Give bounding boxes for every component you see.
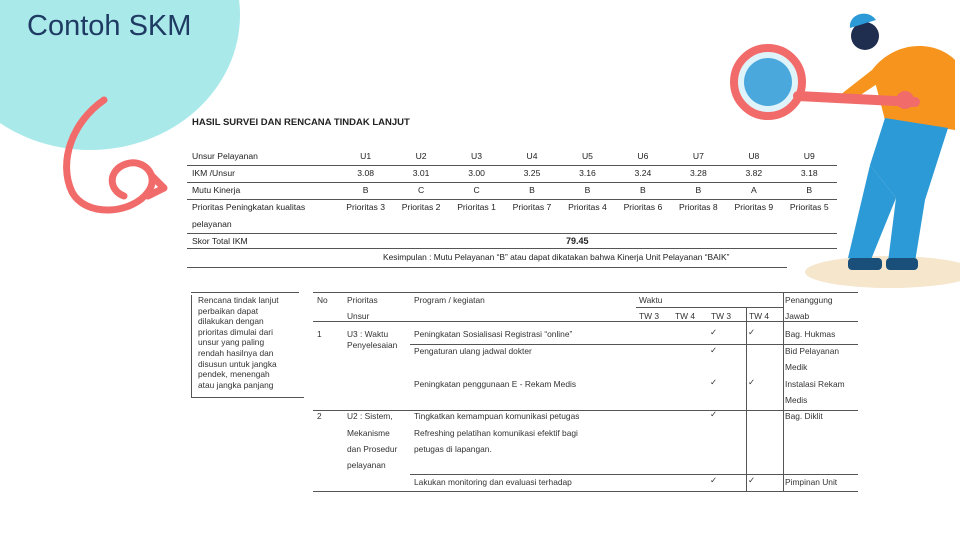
row1-pj-b2: Medik xyxy=(785,362,808,372)
row1-pj-a: Bag. Hukmas xyxy=(785,329,836,339)
person-with-magnifier-illustration xyxy=(720,0,960,290)
row1-program-b: Pengaturan ulang jadwal dokter xyxy=(414,346,532,356)
row1-program-c: Peningkatan penggunaan E - Rekam Medis xyxy=(414,379,577,389)
row1-program-a: Peningkatan Sosialisasi Registrasi “online” xyxy=(414,329,573,339)
survey-cell: Prioritas 6 xyxy=(623,202,663,212)
survey-row-label: Unsur Pelayanan xyxy=(192,151,258,161)
row2-unsur-2: Mekanisme xyxy=(347,428,390,438)
action-table-grid xyxy=(313,292,858,497)
check-icon: ✓ xyxy=(748,327,756,337)
survey-cell: U7 xyxy=(692,151,704,161)
conclusion-text: Kesimpulan : Mutu Pelayanan “B” atau dapat dikatakan bahwa Kinerja Unit Pelayanan “BAIK” xyxy=(383,252,730,262)
row1-unsur-1: U3 : Waktu xyxy=(347,329,389,339)
survey-cell: A xyxy=(750,185,757,195)
survey-cell: 3.01 xyxy=(412,168,430,178)
check-icon: ✓ xyxy=(710,377,718,387)
swirl-arrow-icon xyxy=(52,92,172,222)
header-jawab: Jawab xyxy=(785,311,810,321)
survey-cell: 3.16 xyxy=(579,168,596,178)
survey-row-label: IKM /Unsur xyxy=(192,168,235,178)
survey-row-label: Mutu Kinerja xyxy=(192,185,241,195)
row1-pj-c1: Instalasi Rekam xyxy=(785,379,845,389)
header-tw-3: TW 3 xyxy=(711,311,732,321)
survey-cell: U5 xyxy=(581,151,593,161)
row2-pj-b: Pimpinan Unit xyxy=(785,477,838,487)
table-rule xyxy=(187,199,837,200)
survey-cell: B xyxy=(806,185,813,195)
check-icon: ✓ xyxy=(710,475,718,485)
header-unsur: Unsur xyxy=(347,311,370,321)
row2-unsur-4: pelayanan xyxy=(347,460,386,470)
check-icon: ✓ xyxy=(748,475,756,485)
survey-cell: U2 xyxy=(415,151,427,161)
survey-cell: 3.18 xyxy=(800,168,818,178)
row2-pj-a: Bag. Diklit xyxy=(785,411,823,421)
header-tw-1: TW 3 xyxy=(639,311,660,321)
header-waktu: Waktu xyxy=(639,295,663,305)
survey-cell: B xyxy=(584,185,591,195)
rencana-note-line: dilakukan dengan xyxy=(198,316,264,327)
survey-row-mutu xyxy=(187,185,837,195)
survey-cell: Prioritas 7 xyxy=(512,202,552,212)
check-icon: ✓ xyxy=(748,377,756,387)
header-penanggung: Penanggung xyxy=(785,295,833,305)
check-icon: ✓ xyxy=(710,345,718,355)
survey-cell: U4 xyxy=(526,151,538,161)
survey-cell: B xyxy=(640,185,646,195)
rencana-note-line: rendah hasilnya dan xyxy=(198,347,274,358)
survey-cell: 3.28 xyxy=(690,168,707,178)
survey-cell: Prioritas 5 xyxy=(789,202,829,212)
survey-cell: 3.00 xyxy=(468,168,485,178)
survey-row-headers xyxy=(187,151,837,161)
survey-cell: U8 xyxy=(748,151,760,161)
row2-program-a: Tingkatkan kemampuan komunikasi petugas xyxy=(414,411,580,421)
survey-cell: Prioritas 4 xyxy=(568,202,607,212)
survey-row-label: pelayanan xyxy=(192,219,232,229)
survey-cell: U6 xyxy=(637,151,649,161)
survey-row-prioritas xyxy=(187,202,837,212)
survey-cell: 3.25 xyxy=(523,168,541,178)
survey-cell: C xyxy=(473,185,480,195)
header-no: No xyxy=(317,295,328,305)
table-rule xyxy=(187,267,787,268)
row2-no: 2 xyxy=(317,411,322,421)
skor-label: Skor Total IKM xyxy=(192,236,248,246)
row1-unsur-2: Penyelesaian xyxy=(347,340,398,350)
row2-program-a3: petugas di lapangan. xyxy=(414,444,492,454)
survey-title: HASIL SURVEI DAN RENCANA TINDAK LANJUT xyxy=(192,117,410,128)
rencana-top-border xyxy=(191,292,299,293)
header-tw-2: TW 4 xyxy=(675,311,696,321)
survey-cell: 3.82 xyxy=(745,168,763,178)
rencana-note-line: perbaikan dapat xyxy=(198,305,259,316)
row1-pj-b1: Bid Pelayanan xyxy=(785,346,840,356)
rencana-note-line: pendek, menengah xyxy=(198,369,270,380)
survey-cell: B xyxy=(362,185,369,195)
header-tw-4: TW 4 xyxy=(749,311,770,321)
survey-cell: 3.24 xyxy=(634,168,652,178)
survey-cell: U9 xyxy=(803,151,815,161)
table-rule xyxy=(187,248,837,249)
row1-pj-c2: Medis xyxy=(785,395,808,405)
slide-title: Contoh SKM xyxy=(27,10,192,42)
survey-cell: Prioritas 3 xyxy=(346,202,385,212)
survey-cell: 3.08 xyxy=(357,168,375,178)
survey-row-label: Prioritas Peningkatan kualitas xyxy=(192,202,306,212)
survey-row-ikm xyxy=(187,168,837,178)
survey-cell: B xyxy=(529,185,535,195)
survey-cell: B xyxy=(695,185,702,195)
rencana-note-line: Rencana tindak lanjut xyxy=(198,295,279,305)
row2-unsur-3: dan Prosedur xyxy=(347,444,398,454)
survey-cell: U1 xyxy=(360,151,372,161)
row2-program-b: Lakukan monitoring dan evaluasi terhadap xyxy=(414,477,572,487)
survey-cell: Prioritas 2 xyxy=(401,202,441,212)
check-icon: ✓ xyxy=(710,327,718,337)
check-icon: ✓ xyxy=(710,409,718,419)
skor-value: 79.45 xyxy=(566,236,589,246)
table-rule xyxy=(187,233,837,234)
rencana-note-line: disusun untuk jangka xyxy=(198,358,277,369)
rencana-note-line: prioritas dimulai dari xyxy=(198,326,273,337)
survey-cell: Prioritas 9 xyxy=(734,202,774,212)
rencana-note-line: atau jangka panjang xyxy=(198,379,274,390)
table-rule xyxy=(187,165,837,166)
survey-cell: Prioritas 8 xyxy=(679,202,718,212)
row2-unsur-1: U2 : Sistem, xyxy=(347,411,393,421)
rencana-note-line: unsur yang paling xyxy=(198,337,265,348)
survey-cell: Prioritas 1 xyxy=(457,202,496,212)
table-rule xyxy=(187,182,837,183)
survey-cell: U3 xyxy=(471,151,483,161)
row2-program-a2: Refreshing pelatihan komunikasi efektif bagi xyxy=(414,428,578,438)
rencana-note xyxy=(191,295,304,398)
survey-cell: C xyxy=(417,185,425,195)
row1-no: 1 xyxy=(317,329,322,339)
header-prioritas: Prioritas xyxy=(347,295,378,305)
header-program: Program / kegiatan xyxy=(414,295,485,305)
